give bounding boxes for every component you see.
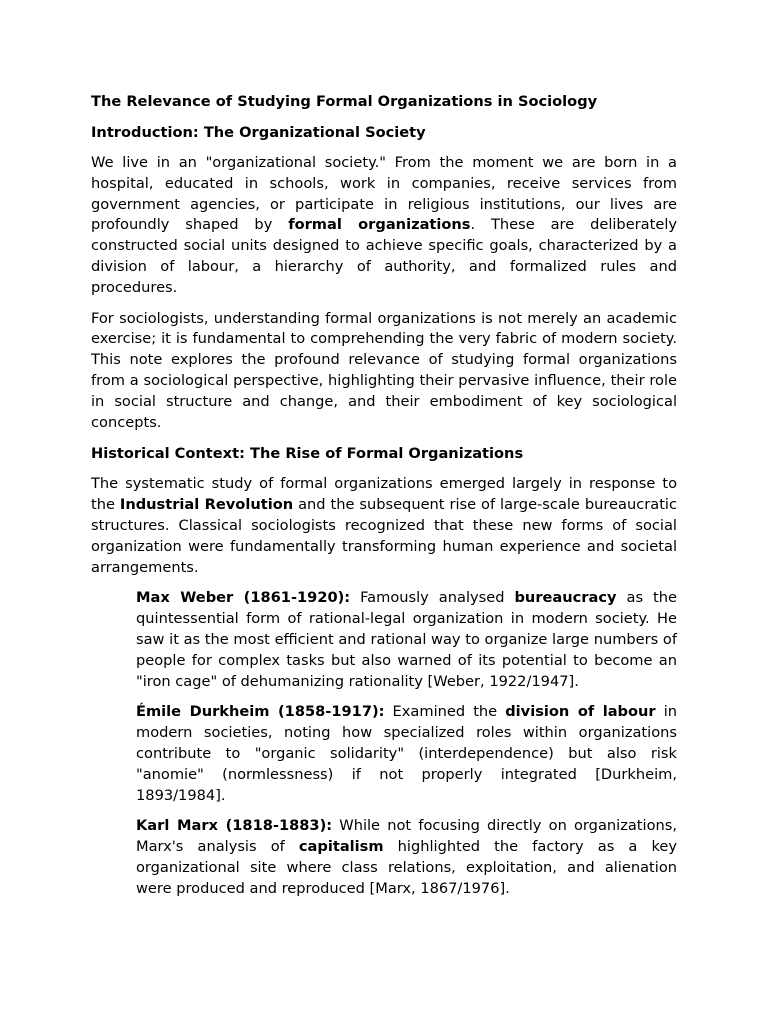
history-paragraph-1 [91,474,677,578]
intro-p1-text-a: We live in an "organizational society." From the moment we are born in a hospital, educated in schools, work in companies, receive services from government agencies, or participate in religious institutions, our lives are profoundly shaped by [91,154,677,234]
durkheim-bold: division of labour [505,703,656,721]
durkheim-text-a: Examined the [384,703,506,721]
weber-text-a: Famously analysed [350,589,515,607]
durkheim-name: Émile Durkheim (1858-1917): [136,703,385,721]
marx-text-a: While not focusing directly on organizations, Marx's analysis of [136,817,677,856]
weber-name: Max Weber (1861-1920): [136,589,351,607]
history-p1-bold: Industrial Revolution [119,496,294,514]
weber-item [136,588,677,692]
history-p1-text-a: The systematic study of formal organizations emerged largely in response to the [91,475,677,514]
marx-item [136,816,677,899]
history-p1-text-b: and the subsequent rise of large-scale bureaucratic structures. Classical sociologists recognized that these new forms of social organization were fundamentally transforming human experience and societal arrangements. [91,496,677,576]
durkheim-item [136,702,677,806]
marx-name: Karl Marx (1818-1883): [136,817,333,835]
durkheim-text-b: in modern societies, noting how specialized roles within organizations contribute to "organic solidarity" (interdependence) but also risk "anomie" (normlessness) if not properly integrated [Durkheim, 1893/1984]. [136,703,678,804]
weber-bold: bureaucracy [514,589,617,607]
intro-paragraph-1 [91,153,677,299]
marx-text-b: highlighted the factory as a key organizational site where class relations, exploitation, and alienation were produced and reproduced [Marx, 1867/1976]. [136,838,677,897]
intro-p1-bold: formal organizations [288,216,471,234]
intro-paragraph-2: For sociologists, understanding formal organizations is not merely an academic exercise; it is fundamental to comprehending the very fabric of modern society. This note explores the profound relevance of studying formal organizations from a sociological perspective, highlighting their pervasive influence, their role in social structure and change, and their embodiment of key sociological concepts. [91,309,677,431]
intro-p1-text-b: . These are deliberately constructed social units designed to achieve specific goals, characterized by a division of labour, a hierarchy of authority, and formalized rules and procedures. [91,216,678,296]
weber-text-b: as the quintessential form of rational-legal organization in modern society. He saw it as the most efficient and rational way to organize large numbers of people for complex tasks but also warned of its potential to become an "iron cage" of dehumanizing rationality [Weber, 1922/1947]. [136,589,677,690]
intro-heading: Introduction: The Organizational Society [91,124,426,141]
marx-bold: capitalism [298,838,384,856]
document-title: The Relevance of Studying Formal Organizations in Sociology [91,93,598,110]
history-heading: Historical Context: The Rise of Formal Organizations [91,445,524,463]
